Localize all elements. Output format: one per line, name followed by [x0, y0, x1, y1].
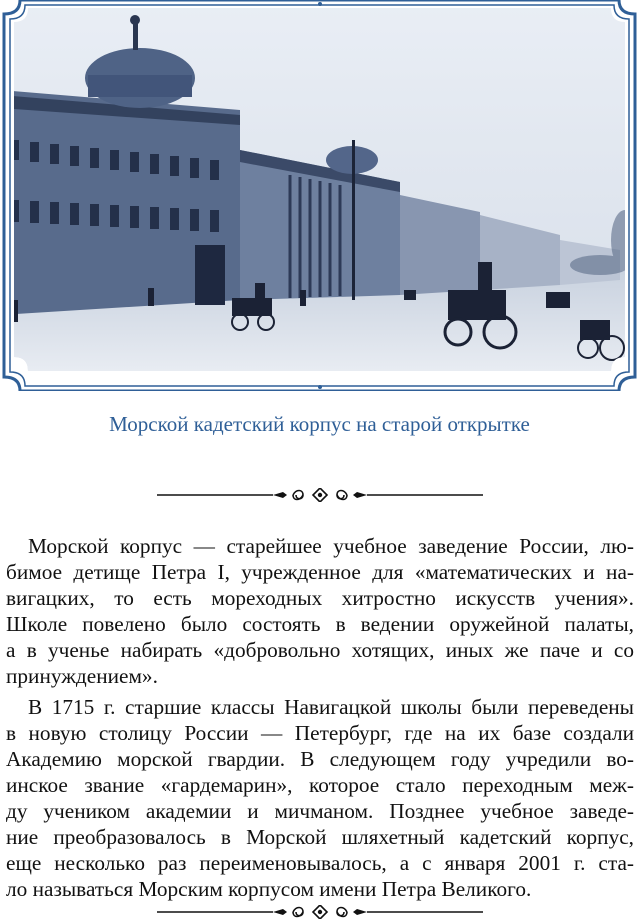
article-body	[6, 533, 634, 902]
photo-caption: Морской кадетский корпус на старой открытке	[109, 412, 530, 436]
postcard-photo-image	[0, 0, 639, 391]
decorative-divider-icon	[155, 904, 485, 918]
text-line: а в ученье набирать «добровольно хотящих, иных же паче и со	[6, 638, 634, 662]
text-line: бимое детище Петра I, учрежденное для «математических и на-	[6, 560, 634, 584]
text-line: Школе повелено было состоять в ведении оружейной палаты,	[6, 612, 634, 636]
text-line: в новую столицу России — Петербург, где на их базе создали	[6, 721, 634, 745]
text-line: Академию морской гвардии. В следующем году учредили во-	[6, 747, 634, 771]
text-line: ло называться Морским корпусом имени Петра Великого.	[6, 877, 532, 901]
text-line: инское звание «гардемарин», которое стало переходным меж-	[6, 773, 634, 797]
text-line: вигацких, то есть мореходных хитростно искусств учения».	[6, 586, 634, 610]
text-line: ние преобразовалось в Морской шляхетный кадетский корпус,	[6, 825, 634, 849]
decorative-divider-icon	[155, 487, 485, 501]
text-line: принуждением».	[6, 664, 158, 688]
text-line: еще несколько раз переименовывалось, а с января 2001 г. ста-	[6, 851, 634, 875]
paragraph-2	[6, 694, 634, 902]
postcard-photo	[0, 0, 639, 391]
text-line: Морской корпус — старейшее учебное заведение России, лю-	[28, 534, 634, 558]
text-line: ду учеником академии и мичманом. Позднее учебное заведе-	[6, 799, 634, 823]
paragraph-1	[6, 533, 634, 689]
text-line: В 1715 г. старшие классы Навигацкой школы были переведены	[28, 695, 634, 719]
